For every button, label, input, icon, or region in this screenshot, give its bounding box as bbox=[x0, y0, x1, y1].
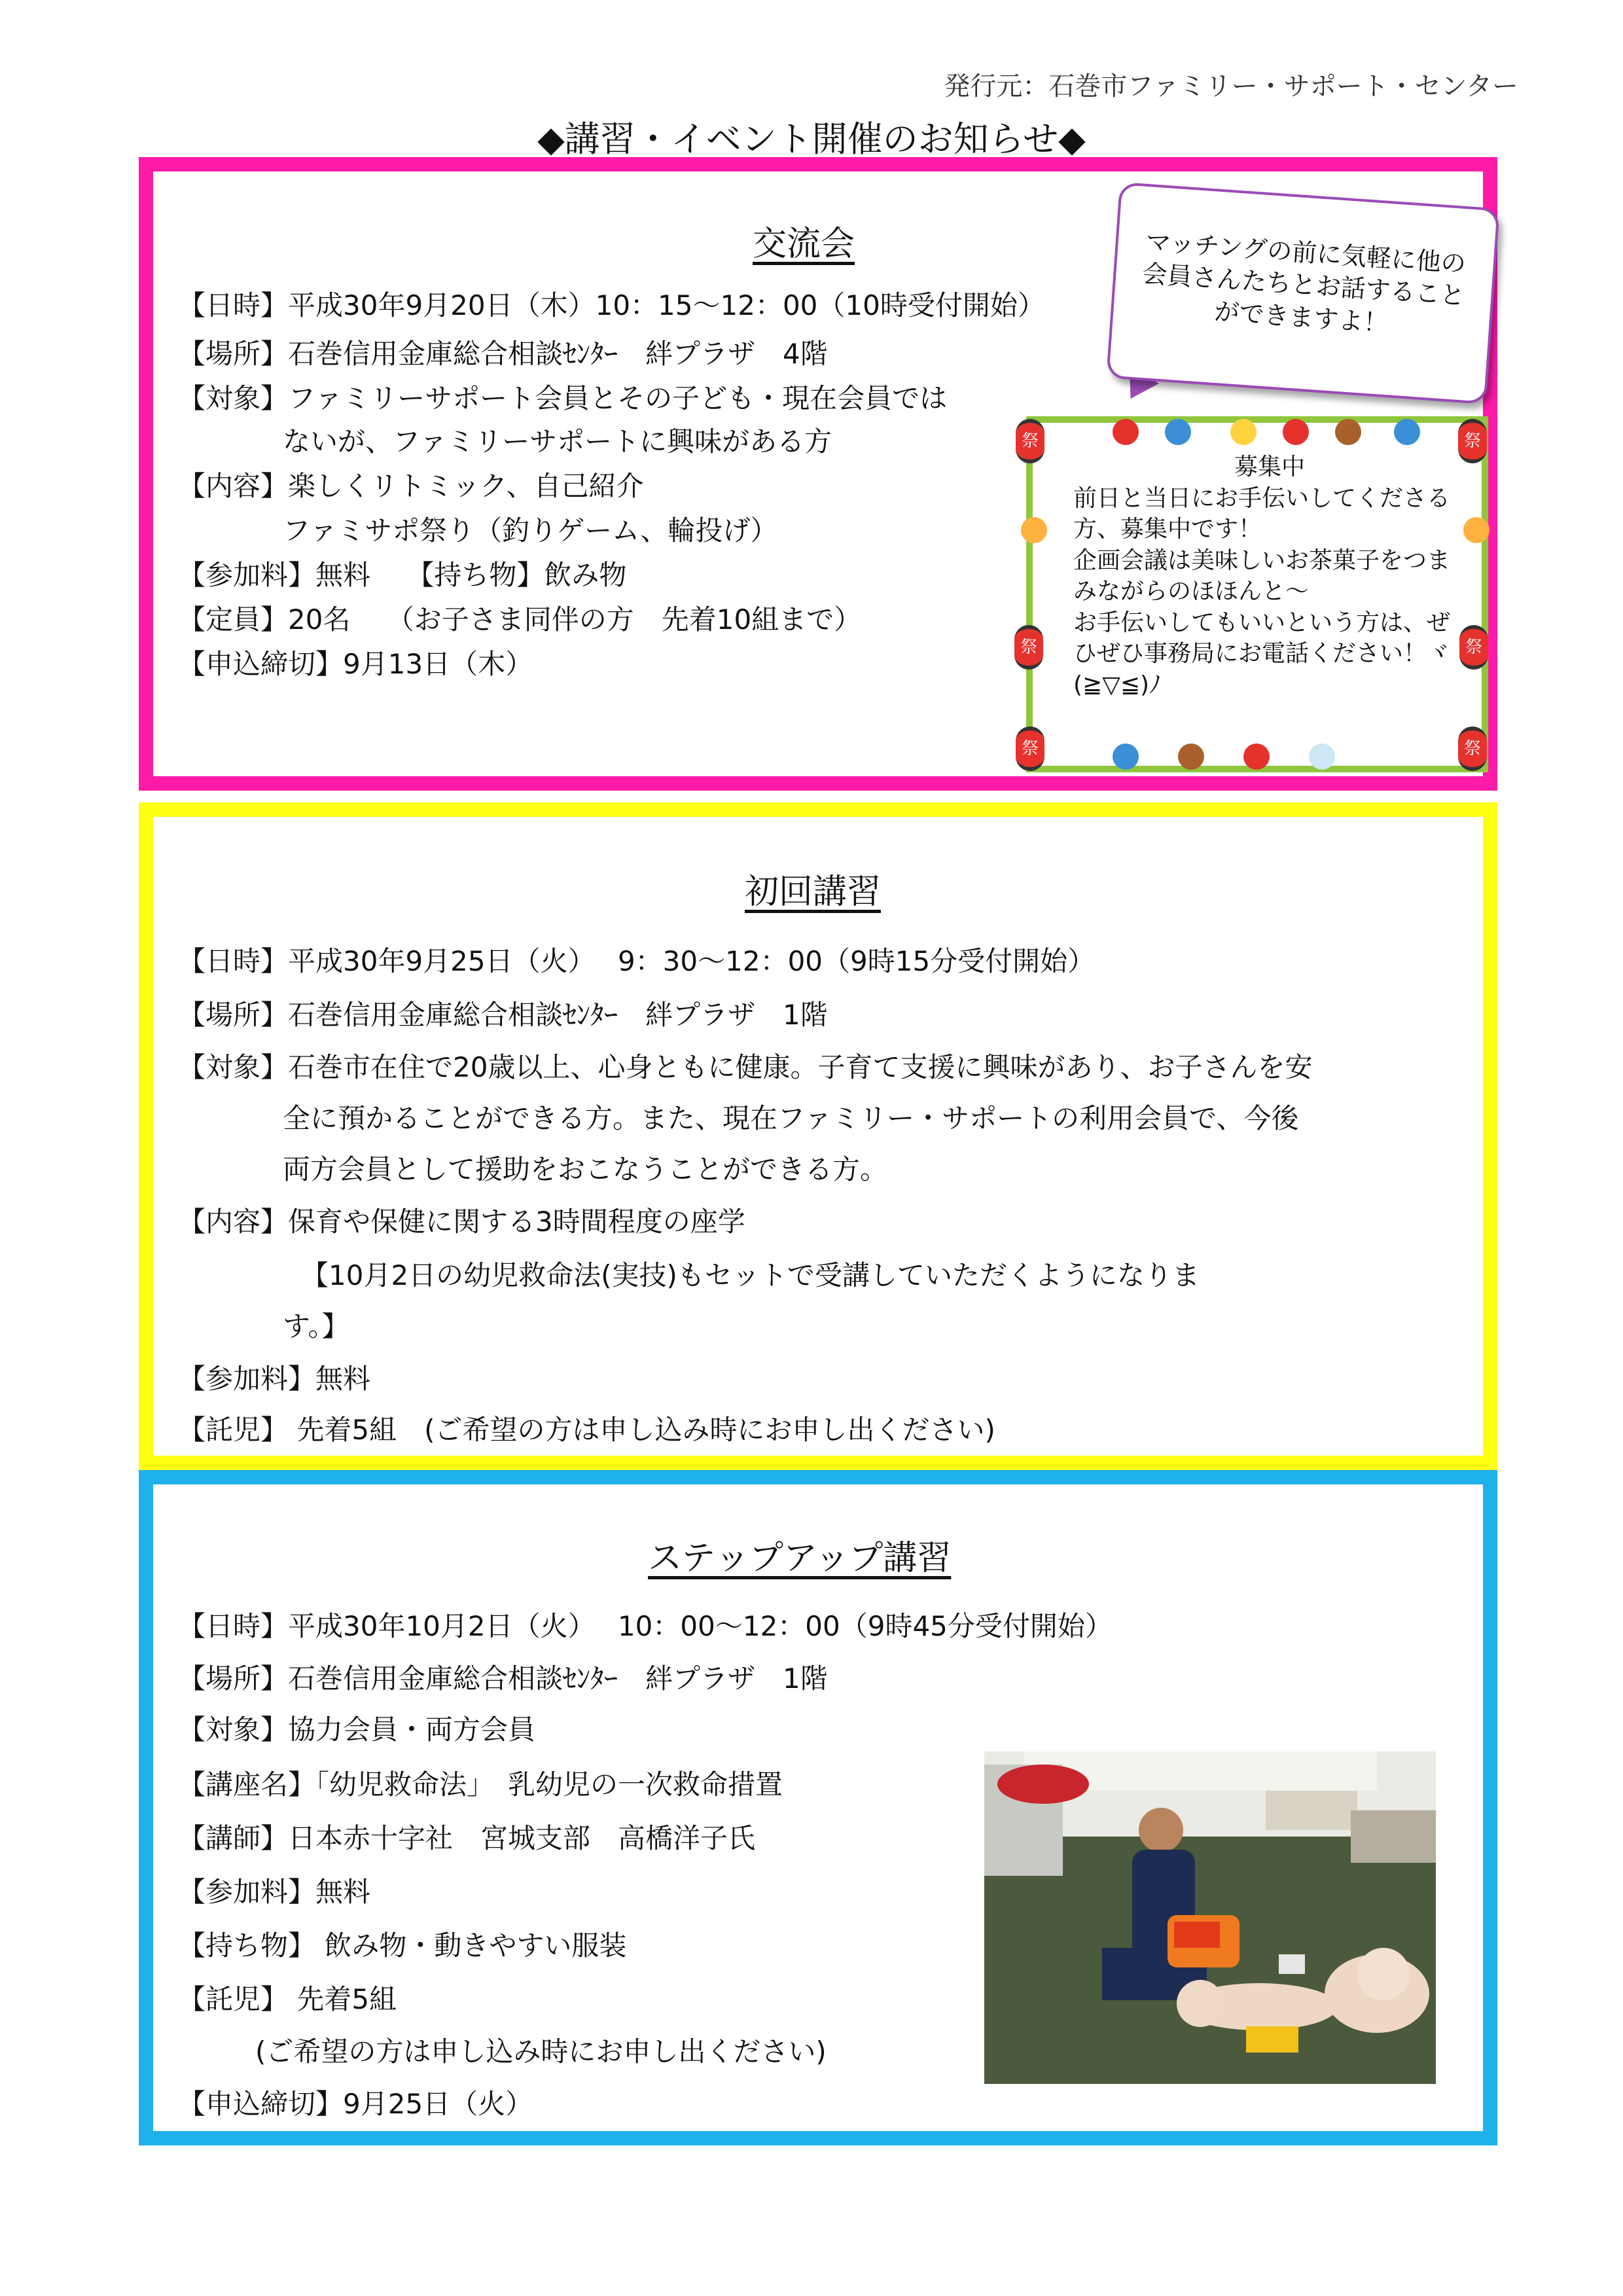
apple-candy-icon bbox=[1243, 744, 1270, 770]
exchange-content-line1: 【内容】楽しくリトミック、自己紹介 bbox=[178, 470, 644, 502]
recruit-notice bbox=[1073, 452, 1466, 700]
skewer-icon bbox=[1178, 744, 1204, 770]
initial-content-line3: す。】 bbox=[283, 1310, 349, 1342]
stepup-date: 【日時】平成30年10月2日（火） 10：00〜12：00（9時45分受付開始） bbox=[178, 1610, 1113, 1642]
cotton-candy-icon bbox=[1309, 744, 1335, 770]
exchange-date: 【日時】平成30年9月20日（木）10：15〜12：00（10時受付開始） bbox=[178, 289, 1045, 321]
stepup-place: 【場所】石巻信用金庫総合相談ｾﾝﾀｰ 絆プラザ 1階 bbox=[178, 1662, 828, 1695]
stepup-childcare-line2: (ご希望の方は申し込み時にお申し出ください) bbox=[255, 2036, 827, 2068]
publisher-label: 発行元：石巻市ファミリー・サポート・センター bbox=[944, 71, 1518, 101]
skewer-icon bbox=[1335, 419, 1361, 445]
page-title: ◆講習・イベント開催のお知らせ◆ bbox=[537, 118, 1086, 160]
exchange-target-line2: ないが、ファミリーサポートに興味がある方 bbox=[283, 425, 832, 457]
stepup-target: 【対象】協力会員・両方会員 bbox=[178, 1713, 536, 1746]
festival-lantern-icon: 祭 bbox=[1458, 726, 1487, 771]
initial-childcare: 【託児】 先着5組 (ご希望の方は申し込み時にお申し出ください) bbox=[178, 1414, 995, 1446]
section-title-stepup: ステップアップ講習 bbox=[648, 1539, 952, 1578]
festival-lantern-icon: 祭 bbox=[1016, 419, 1044, 463]
apple-candy-icon bbox=[1113, 419, 1139, 445]
initial-date: 【日時】平成30年9月25日（火） 9：30〜12：00（9時15分受付開始） bbox=[178, 945, 1096, 977]
stepup-deadline: 【申込締切】9月25日（火） bbox=[178, 2088, 533, 2120]
water-balloon-icon bbox=[1113, 744, 1139, 770]
initial-target-line1: 【対象】石巻市在住で20歳以上、心身ともに健康。子育て支援に興味があり、お子さんを安 bbox=[178, 1051, 1313, 1083]
initial-place: 【場所】石巻信用金庫総合相談ｾﾝﾀｰ 絆プラザ 1階 bbox=[178, 999, 828, 1031]
festival-lantern-icon: 祭 bbox=[1458, 419, 1487, 463]
stepup-course-name: 【講座名】「幼児救命法」 乳幼児の一次救命措置 bbox=[178, 1768, 783, 1801]
initial-target-line3: 両方会員として援助をおこなうことができる方。 bbox=[283, 1153, 888, 1185]
exchange-content-line2: ファミサポ祭り（釣りゲーム、輪投げ） bbox=[283, 514, 778, 547]
stepup-instructor: 【講師】日本赤十字社 宮城支部 高橋洋子氏 bbox=[178, 1822, 756, 1854]
apple-candy-icon bbox=[1283, 419, 1309, 445]
festival-lantern-icon: 祭 bbox=[1014, 625, 1043, 670]
exchange-fee: 【参加料】無料 【持ち物】飲み物 bbox=[178, 559, 627, 591]
initial-content-line2: 【10月2日の幼児救命法(実技)もセットで受講していただくようになりま bbox=[301, 1259, 1200, 1291]
cpr-training-illustration bbox=[984, 1751, 1436, 2084]
festival-lantern-icon: 祭 bbox=[1459, 625, 1488, 670]
stepup-fee: 【参加料】無料 bbox=[178, 1876, 371, 1908]
exchange-capacity: 【定員】20名 （お子さま同伴の方 先着10組まで） bbox=[178, 603, 862, 636]
stepup-childcare-line1: 【託児】 先着5組 bbox=[178, 1983, 397, 2015]
cotton-candy-icon bbox=[1230, 419, 1257, 445]
cpr-training-photo bbox=[984, 1751, 1436, 2084]
exchange-deadline: 【申込締切】9月13日（木） bbox=[178, 648, 533, 680]
festival-lantern-icon: 祭 bbox=[1016, 726, 1044, 771]
speech-bubble: マッチングの前に気軽に他の会員さんたちとお話することができますよ！ bbox=[1106, 182, 1500, 404]
stepup-bring: 【持ち物】 飲み物・動きやすい服装 bbox=[178, 1929, 627, 1962]
initial-target-line2: 全に預かることができる方。また、現在ファミリー・サポートの利用会員で、今後 bbox=[283, 1102, 1299, 1134]
water-balloon-icon bbox=[1394, 419, 1420, 445]
initial-content-line1: 【内容】保育や保健に関する3時間程度の座学 bbox=[178, 1206, 745, 1238]
recruit-heading: 募集中 bbox=[1234, 454, 1305, 480]
section-title-exchange: 交流会 bbox=[753, 224, 855, 264]
recruit-body: 前日と当日にお手伝いしてくださる方、募集中です！ 企画会議は美味しいお茶菓子をつまみながらのほほんと〜 お手伝いしてもいいという方は、ぜひぜひ事務局にお電話ください！ヾ(≧▽≦)ﾉ bbox=[1073, 484, 1451, 698]
water-balloon-icon bbox=[1165, 419, 1191, 445]
initial-fee: 【参加料】無料 bbox=[178, 1363, 371, 1395]
section-title-initial: 初回講習 bbox=[745, 872, 882, 912]
fan-icon bbox=[1021, 517, 1047, 543]
exchange-place: 【場所】石巻信用金庫総合相談ｾﾝﾀｰ 絆プラザ 4階 bbox=[178, 338, 828, 370]
exchange-target-line1: 【対象】ファミリーサポート会員とその子ども・現在会員では bbox=[178, 382, 948, 414]
fan-icon bbox=[1463, 517, 1489, 543]
